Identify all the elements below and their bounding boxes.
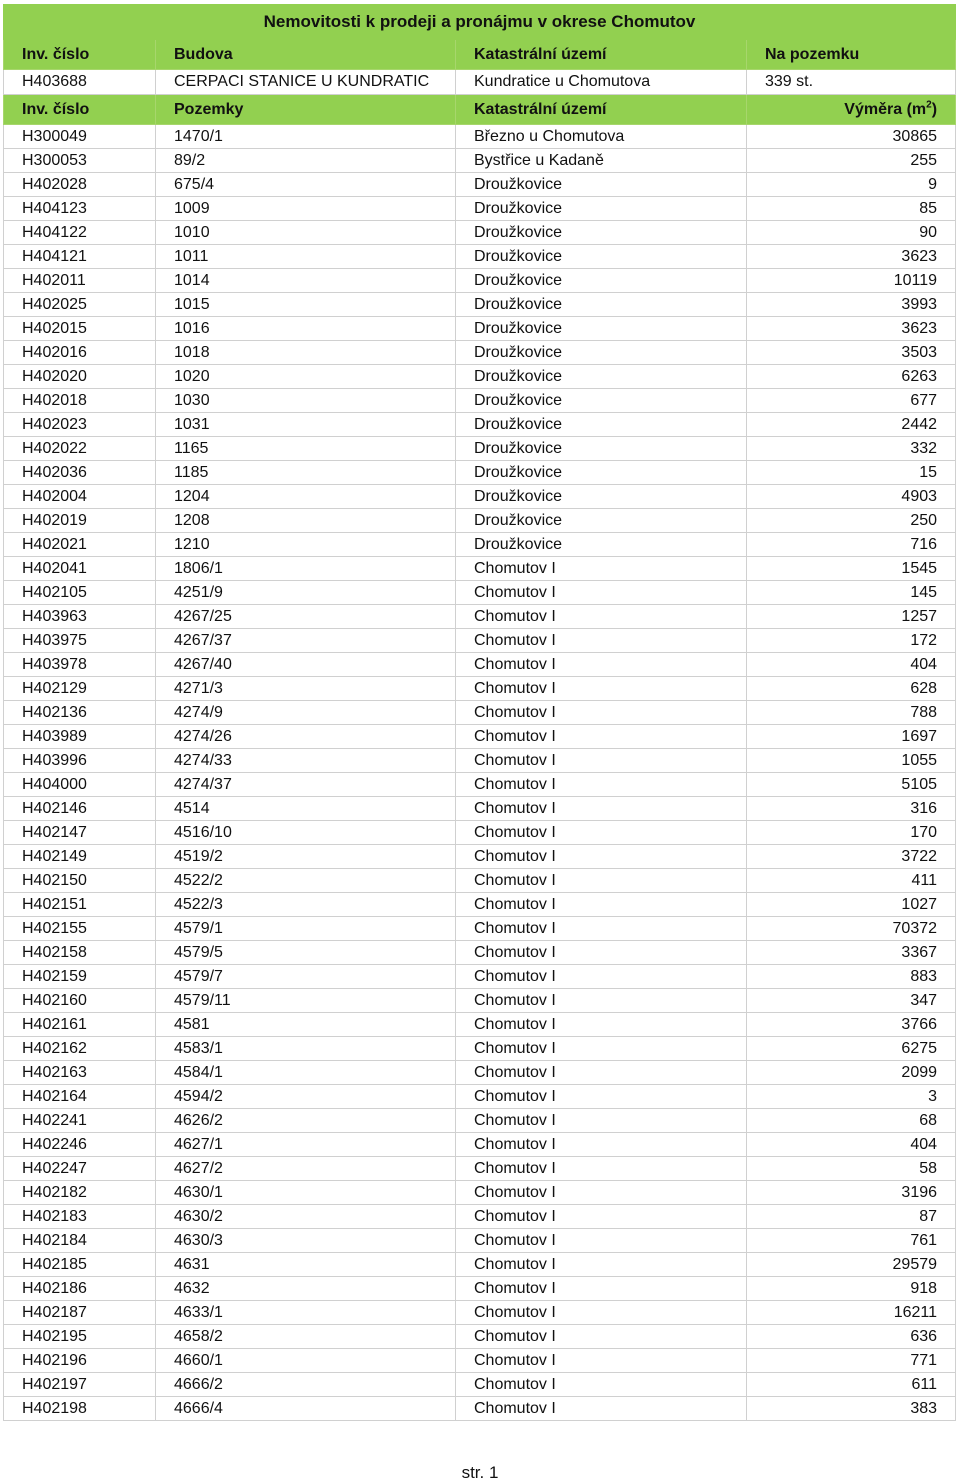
plot-inv-number: H403963 bbox=[4, 605, 156, 629]
plot-area: 6263 bbox=[747, 365, 956, 389]
plot-parcel: 1016 bbox=[156, 317, 456, 341]
plot-cadastral-area: Chomutov I bbox=[456, 1373, 747, 1397]
table-row bbox=[4, 1397, 956, 1421]
table-row bbox=[4, 965, 956, 989]
plot-area: 404 bbox=[747, 653, 956, 677]
buildings-header-row bbox=[4, 40, 956, 70]
plot-cadastral-area: Chomutov I bbox=[456, 1013, 747, 1037]
plot-parcel: 4274/9 bbox=[156, 701, 456, 725]
plot-parcel: 4522/2 bbox=[156, 869, 456, 893]
plot-inv-number: H402161 bbox=[4, 1013, 156, 1037]
plot-inv-number: H402129 bbox=[4, 677, 156, 701]
table-row bbox=[4, 149, 956, 173]
table-row bbox=[4, 989, 956, 1013]
plot-parcel: 1030 bbox=[156, 389, 456, 413]
plot-cadastral-area: Droužkovice bbox=[456, 341, 747, 365]
plot-cadastral-area: Chomutov I bbox=[456, 965, 747, 989]
plot-parcel: 4519/2 bbox=[156, 845, 456, 869]
plot-cadastral-area: Chomutov I bbox=[456, 1325, 747, 1349]
plot-cadastral-area: Chomutov I bbox=[456, 1181, 747, 1205]
plot-inv-number: H402247 bbox=[4, 1157, 156, 1181]
plot-cadastral-area: Chomutov I bbox=[456, 701, 747, 725]
plot-parcel: 4522/3 bbox=[156, 893, 456, 917]
plot-inv-number: H403975 bbox=[4, 629, 156, 653]
plot-area: 3196 bbox=[747, 1181, 956, 1205]
header-on-plot: Na pozemku bbox=[747, 40, 956, 70]
plot-area: 30865 bbox=[747, 125, 956, 149]
plot-inv-number: H402149 bbox=[4, 845, 156, 869]
plot-area: 1027 bbox=[747, 893, 956, 917]
property-table bbox=[3, 4, 956, 1421]
plot-area: 1257 bbox=[747, 605, 956, 629]
plot-area: 3623 bbox=[747, 245, 956, 269]
plot-parcel: 4516/10 bbox=[156, 821, 456, 845]
building-row bbox=[4, 70, 956, 95]
table-row bbox=[4, 869, 956, 893]
table-row bbox=[4, 821, 956, 845]
plot-area: 90 bbox=[747, 221, 956, 245]
table-row bbox=[4, 1181, 956, 1205]
plot-area: 1545 bbox=[747, 557, 956, 581]
plot-inv-number: H402018 bbox=[4, 389, 156, 413]
plot-inv-number: H402023 bbox=[4, 413, 156, 437]
plot-parcel: 1208 bbox=[156, 509, 456, 533]
plot-cadastral-area: Droužkovice bbox=[456, 533, 747, 557]
plot-inv-number: H402197 bbox=[4, 1373, 156, 1397]
plot-cadastral-area: Droužkovice bbox=[456, 437, 747, 461]
plot-cadastral-area: Droužkovice bbox=[456, 461, 747, 485]
plot-cadastral-area: Chomutov I bbox=[456, 1157, 747, 1181]
plot-cadastral-area: Chomutov I bbox=[456, 605, 747, 629]
plot-inv-number: H402164 bbox=[4, 1085, 156, 1109]
table-row bbox=[4, 917, 956, 941]
plot-inv-number: H402015 bbox=[4, 317, 156, 341]
plot-parcel: 4633/1 bbox=[156, 1301, 456, 1325]
plot-parcel: 4630/1 bbox=[156, 1181, 456, 1205]
plot-area: 68 bbox=[747, 1109, 956, 1133]
plot-inv-number: H300053 bbox=[4, 149, 156, 173]
table-row bbox=[4, 221, 956, 245]
plot-cadastral-area: Chomutov I bbox=[456, 797, 747, 821]
plot-inv-number: H402160 bbox=[4, 989, 156, 1013]
plot-cadastral-area: Chomutov I bbox=[456, 1205, 747, 1229]
plot-parcel: 1014 bbox=[156, 269, 456, 293]
plot-area: 3623 bbox=[747, 317, 956, 341]
plot-inv-number: H404000 bbox=[4, 773, 156, 797]
plot-inv-number: H402004 bbox=[4, 485, 156, 509]
header-building: Budova bbox=[156, 40, 456, 70]
table-row bbox=[4, 1157, 956, 1181]
table-row bbox=[4, 893, 956, 917]
plot-cadastral-area: Chomutov I bbox=[456, 1109, 747, 1133]
building-name: CERPACI STANICE U KUNDRATIC bbox=[156, 70, 456, 95]
plot-parcel: 4581 bbox=[156, 1013, 456, 1037]
plot-parcel: 1806/1 bbox=[156, 557, 456, 581]
plot-area: 3722 bbox=[747, 845, 956, 869]
plot-parcel: 4632 bbox=[156, 1277, 456, 1301]
table-row bbox=[4, 341, 956, 365]
table-row bbox=[4, 485, 956, 509]
plot-inv-number: H402011 bbox=[4, 269, 156, 293]
table-row bbox=[4, 701, 956, 725]
plot-inv-number: H402036 bbox=[4, 461, 156, 485]
plot-area: 170 bbox=[747, 821, 956, 845]
table-row bbox=[4, 1229, 956, 1253]
plot-area: 2099 bbox=[747, 1061, 956, 1085]
plot-cadastral-area: Droužkovice bbox=[456, 173, 747, 197]
plot-cadastral-area: Chomutov I bbox=[456, 1277, 747, 1301]
table-row bbox=[4, 125, 956, 149]
plot-inv-number: H402151 bbox=[4, 893, 156, 917]
plot-cadastral-area: Chomutov I bbox=[456, 1229, 747, 1253]
table-row bbox=[4, 1253, 956, 1277]
plot-inv-number: H402186 bbox=[4, 1277, 156, 1301]
plot-area: 411 bbox=[747, 869, 956, 893]
plot-inv-number: H403996 bbox=[4, 749, 156, 773]
table-row bbox=[4, 1133, 956, 1157]
plot-area: 1697 bbox=[747, 725, 956, 749]
header-cadastral-area: Katastrální území bbox=[456, 95, 747, 125]
table-row bbox=[4, 1277, 956, 1301]
plot-cadastral-area: Chomutov I bbox=[456, 581, 747, 605]
table-row bbox=[4, 845, 956, 869]
plot-parcel: 1031 bbox=[156, 413, 456, 437]
plot-parcel: 4630/3 bbox=[156, 1229, 456, 1253]
plot-area: 3503 bbox=[747, 341, 956, 365]
plot-inv-number: H402019 bbox=[4, 509, 156, 533]
plot-area: 70372 bbox=[747, 917, 956, 941]
table-row bbox=[4, 581, 956, 605]
plot-inv-number: H404122 bbox=[4, 221, 156, 245]
plot-area: 347 bbox=[747, 989, 956, 1013]
header-plots: Pozemky bbox=[156, 95, 456, 125]
plot-cadastral-area: Březno u Chomutova bbox=[456, 125, 747, 149]
table-row bbox=[4, 509, 956, 533]
plot-inv-number: H402022 bbox=[4, 437, 156, 461]
table-row bbox=[4, 1373, 956, 1397]
table-row bbox=[4, 413, 956, 437]
plot-parcel: 4267/25 bbox=[156, 605, 456, 629]
plot-cadastral-area: Chomutov I bbox=[456, 821, 747, 845]
plot-parcel: 4631 bbox=[156, 1253, 456, 1277]
table-row bbox=[4, 293, 956, 317]
plot-cadastral-area: Chomutov I bbox=[456, 749, 747, 773]
plot-area: 771 bbox=[747, 1349, 956, 1373]
table-row bbox=[4, 1061, 956, 1085]
plot-inv-number: H300049 bbox=[4, 125, 156, 149]
plot-area: 10119 bbox=[747, 269, 956, 293]
plot-parcel: 4579/11 bbox=[156, 989, 456, 1013]
plot-parcel: 4666/2 bbox=[156, 1373, 456, 1397]
plot-area: 1055 bbox=[747, 749, 956, 773]
plot-cadastral-area: Chomutov I bbox=[456, 1133, 747, 1157]
table-row bbox=[4, 1037, 956, 1061]
plot-inv-number: H403978 bbox=[4, 653, 156, 677]
plot-cadastral-area: Droužkovice bbox=[456, 269, 747, 293]
plot-cadastral-area: Chomutov I bbox=[456, 917, 747, 941]
plot-inv-number: H402146 bbox=[4, 797, 156, 821]
plot-inv-number: H402196 bbox=[4, 1349, 156, 1373]
plot-cadastral-area: Chomutov I bbox=[456, 1037, 747, 1061]
plot-area: 58 bbox=[747, 1157, 956, 1181]
plot-parcel: 1185 bbox=[156, 461, 456, 485]
plot-area: 628 bbox=[747, 677, 956, 701]
plot-parcel: 1470/1 bbox=[156, 125, 456, 149]
plot-area: 85 bbox=[747, 197, 956, 221]
plot-area: 145 bbox=[747, 581, 956, 605]
plot-area: 2442 bbox=[747, 413, 956, 437]
plot-area: 883 bbox=[747, 965, 956, 989]
plot-area: 87 bbox=[747, 1205, 956, 1229]
plot-inv-number: H402105 bbox=[4, 581, 156, 605]
plot-cadastral-area: Droužkovice bbox=[456, 365, 747, 389]
plot-area: 383 bbox=[747, 1397, 956, 1421]
plot-area: 716 bbox=[747, 533, 956, 557]
plot-area: 29579 bbox=[747, 1253, 956, 1277]
plot-area: 636 bbox=[747, 1325, 956, 1349]
plot-cadastral-area: Droužkovice bbox=[456, 245, 747, 269]
plot-area: 5105 bbox=[747, 773, 956, 797]
table-row bbox=[4, 677, 956, 701]
plot-cadastral-area: Chomutov I bbox=[456, 629, 747, 653]
plot-parcel: 4514 bbox=[156, 797, 456, 821]
page-title: Nemovitosti k prodeji a pronájmu v okrese Chomutov bbox=[4, 5, 956, 40]
table-row bbox=[4, 1349, 956, 1373]
table-row bbox=[4, 725, 956, 749]
table-row bbox=[4, 1205, 956, 1229]
plot-cadastral-area: Chomutov I bbox=[456, 557, 747, 581]
header-cadastral-area: Katastrální území bbox=[456, 40, 747, 70]
plot-inv-number: H402158 bbox=[4, 941, 156, 965]
table-row bbox=[4, 557, 956, 581]
plot-cadastral-area: Chomutov I bbox=[456, 677, 747, 701]
page-number: str. 1 bbox=[461, 1463, 499, 1482]
plot-area: 3 bbox=[747, 1085, 956, 1109]
plot-parcel: 1165 bbox=[156, 437, 456, 461]
table-row bbox=[4, 1325, 956, 1349]
plot-cadastral-area: Chomutov I bbox=[456, 725, 747, 749]
plot-cadastral-area: Chomutov I bbox=[456, 773, 747, 797]
plot-cadastral-area: Chomutov I bbox=[456, 1301, 747, 1325]
plot-inv-number: H402025 bbox=[4, 293, 156, 317]
plot-parcel: 4658/2 bbox=[156, 1325, 456, 1349]
plot-parcel: 4267/37 bbox=[156, 629, 456, 653]
plot-area: 332 bbox=[747, 437, 956, 461]
plot-area: 6275 bbox=[747, 1037, 956, 1061]
table-row bbox=[4, 365, 956, 389]
plot-cadastral-area: Chomutov I bbox=[456, 989, 747, 1013]
plot-area: 250 bbox=[747, 509, 956, 533]
plot-inv-number: H402163 bbox=[4, 1061, 156, 1085]
plot-parcel: 4251/9 bbox=[156, 581, 456, 605]
table-row bbox=[4, 605, 956, 629]
table-row bbox=[4, 653, 956, 677]
plot-area: 16211 bbox=[747, 1301, 956, 1325]
plot-inv-number: H403989 bbox=[4, 725, 156, 749]
plot-area: 3993 bbox=[747, 293, 956, 317]
header-area-close: ) bbox=[931, 100, 938, 118]
table-row bbox=[4, 941, 956, 965]
plot-inv-number: H402182 bbox=[4, 1181, 156, 1205]
table-row bbox=[4, 1013, 956, 1037]
header-area-label: Výměra (m bbox=[844, 100, 927, 118]
plot-inv-number: H402020 bbox=[4, 365, 156, 389]
plot-parcel: 4626/2 bbox=[156, 1109, 456, 1133]
plot-inv-number: H402241 bbox=[4, 1109, 156, 1133]
plot-inv-number: H402159 bbox=[4, 965, 156, 989]
table-row bbox=[4, 461, 956, 485]
plot-parcel: 1009 bbox=[156, 197, 456, 221]
plot-inv-number: H402021 bbox=[4, 533, 156, 557]
plot-inv-number: H402184 bbox=[4, 1229, 156, 1253]
plot-parcel: 4630/2 bbox=[156, 1205, 456, 1229]
plot-cadastral-area: Chomutov I bbox=[456, 869, 747, 893]
plot-cadastral-area: Droužkovice bbox=[456, 221, 747, 245]
table-row bbox=[4, 173, 956, 197]
plot-parcel: 4274/26 bbox=[156, 725, 456, 749]
table-row bbox=[4, 269, 956, 293]
plot-parcel: 1011 bbox=[156, 245, 456, 269]
plot-inv-number: H402016 bbox=[4, 341, 156, 365]
plot-inv-number: H402041 bbox=[4, 557, 156, 581]
table-row bbox=[4, 437, 956, 461]
plot-parcel: 89/2 bbox=[156, 149, 456, 173]
building-inv-number: H403688 bbox=[4, 70, 156, 95]
plot-cadastral-area: Chomutov I bbox=[456, 1349, 747, 1373]
plot-parcel: 4274/37 bbox=[156, 773, 456, 797]
plot-parcel: 4579/1 bbox=[156, 917, 456, 941]
plot-area: 4903 bbox=[747, 485, 956, 509]
plot-area: 404 bbox=[747, 1133, 956, 1157]
table-row bbox=[4, 245, 956, 269]
plot-area: 3367 bbox=[747, 941, 956, 965]
plot-cadastral-area: Bystřice u Kadaně bbox=[456, 149, 747, 173]
plot-parcel: 4583/1 bbox=[156, 1037, 456, 1061]
table-row bbox=[4, 533, 956, 557]
plot-area: 172 bbox=[747, 629, 956, 653]
plot-parcel: 4660/1 bbox=[156, 1349, 456, 1373]
table-row bbox=[4, 797, 956, 821]
plot-parcel: 1018 bbox=[156, 341, 456, 365]
plot-area: 788 bbox=[747, 701, 956, 725]
plot-parcel: 675/4 bbox=[156, 173, 456, 197]
plot-cadastral-area: Chomutov I bbox=[456, 653, 747, 677]
plot-cadastral-area: Droužkovice bbox=[456, 293, 747, 317]
plot-parcel: 4267/40 bbox=[156, 653, 456, 677]
table-row bbox=[4, 1085, 956, 1109]
plot-parcel: 1210 bbox=[156, 533, 456, 557]
table-row bbox=[4, 1301, 956, 1325]
table-title-row bbox=[4, 5, 956, 40]
plot-parcel: 4627/2 bbox=[156, 1157, 456, 1181]
plot-inv-number: H402246 bbox=[4, 1133, 156, 1157]
plot-inv-number: H404121 bbox=[4, 245, 156, 269]
plot-inv-number: H402150 bbox=[4, 869, 156, 893]
plot-area: 316 bbox=[747, 797, 956, 821]
plot-cadastral-area: Chomutov I bbox=[456, 1085, 747, 1109]
plot-area: 15 bbox=[747, 461, 956, 485]
plot-inv-number: H404123 bbox=[4, 197, 156, 221]
plot-cadastral-area: Droužkovice bbox=[456, 389, 747, 413]
plot-cadastral-area: Droužkovice bbox=[456, 317, 747, 341]
plot-cadastral-area: Chomutov I bbox=[456, 1397, 747, 1421]
plot-cadastral-area: Chomutov I bbox=[456, 893, 747, 917]
plot-cadastral-area: Chomutov I bbox=[456, 1061, 747, 1085]
table-row bbox=[4, 749, 956, 773]
plot-cadastral-area: Chomutov I bbox=[456, 1253, 747, 1277]
plot-inv-number: H402183 bbox=[4, 1205, 156, 1229]
plot-cadastral-area: Droužkovice bbox=[456, 485, 747, 509]
plot-parcel: 4579/7 bbox=[156, 965, 456, 989]
plot-cadastral-area: Droužkovice bbox=[456, 197, 747, 221]
plot-parcel: 4584/1 bbox=[156, 1061, 456, 1085]
plot-parcel: 4579/5 bbox=[156, 941, 456, 965]
table-row bbox=[4, 773, 956, 797]
plot-parcel: 4274/33 bbox=[156, 749, 456, 773]
plot-area: 255 bbox=[747, 149, 956, 173]
plot-cadastral-area: Chomutov I bbox=[456, 941, 747, 965]
header-inv-number: Inv. číslo bbox=[4, 40, 156, 70]
table-row bbox=[4, 1109, 956, 1133]
plot-inv-number: H402136 bbox=[4, 701, 156, 725]
plot-inv-number: H402185 bbox=[4, 1253, 156, 1277]
header-inv-number: Inv. číslo bbox=[4, 95, 156, 125]
plot-parcel: 4271/3 bbox=[156, 677, 456, 701]
header-area-exponent: 2 bbox=[926, 99, 932, 111]
plot-parcel: 4666/4 bbox=[156, 1397, 456, 1421]
plot-cadastral-area: Droužkovice bbox=[456, 509, 747, 533]
plot-area: 761 bbox=[747, 1229, 956, 1253]
building-cadastral-area: Kundratice u Chomutova bbox=[456, 70, 747, 95]
plot-parcel: 1020 bbox=[156, 365, 456, 389]
plot-inv-number: H402028 bbox=[4, 173, 156, 197]
table-row bbox=[4, 317, 956, 341]
plot-inv-number: H402187 bbox=[4, 1301, 156, 1325]
plot-cadastral-area: Droužkovice bbox=[456, 413, 747, 437]
table-row bbox=[4, 629, 956, 653]
plot-parcel: 1015 bbox=[156, 293, 456, 317]
plot-inv-number: H402147 bbox=[4, 821, 156, 845]
plots-header-row bbox=[4, 95, 956, 125]
plot-inv-number: H402155 bbox=[4, 917, 156, 941]
plot-inv-number: H402195 bbox=[4, 1325, 156, 1349]
plot-parcel: 4594/2 bbox=[156, 1085, 456, 1109]
table-row bbox=[4, 197, 956, 221]
building-plot: 339 st. bbox=[747, 70, 956, 95]
plot-parcel: 4627/1 bbox=[156, 1133, 456, 1157]
plot-parcel: 1010 bbox=[156, 221, 456, 245]
plot-inv-number: H402162 bbox=[4, 1037, 156, 1061]
plot-parcel: 1204 bbox=[156, 485, 456, 509]
plot-inv-number: H402198 bbox=[4, 1397, 156, 1421]
plot-area: 611 bbox=[747, 1373, 956, 1397]
plot-area: 9 bbox=[747, 173, 956, 197]
plot-area: 677 bbox=[747, 389, 956, 413]
plot-area: 918 bbox=[747, 1277, 956, 1301]
plot-area: 3766 bbox=[747, 1013, 956, 1037]
header-area bbox=[747, 95, 956, 125]
table-row bbox=[4, 389, 956, 413]
plot-cadastral-area: Chomutov I bbox=[456, 845, 747, 869]
